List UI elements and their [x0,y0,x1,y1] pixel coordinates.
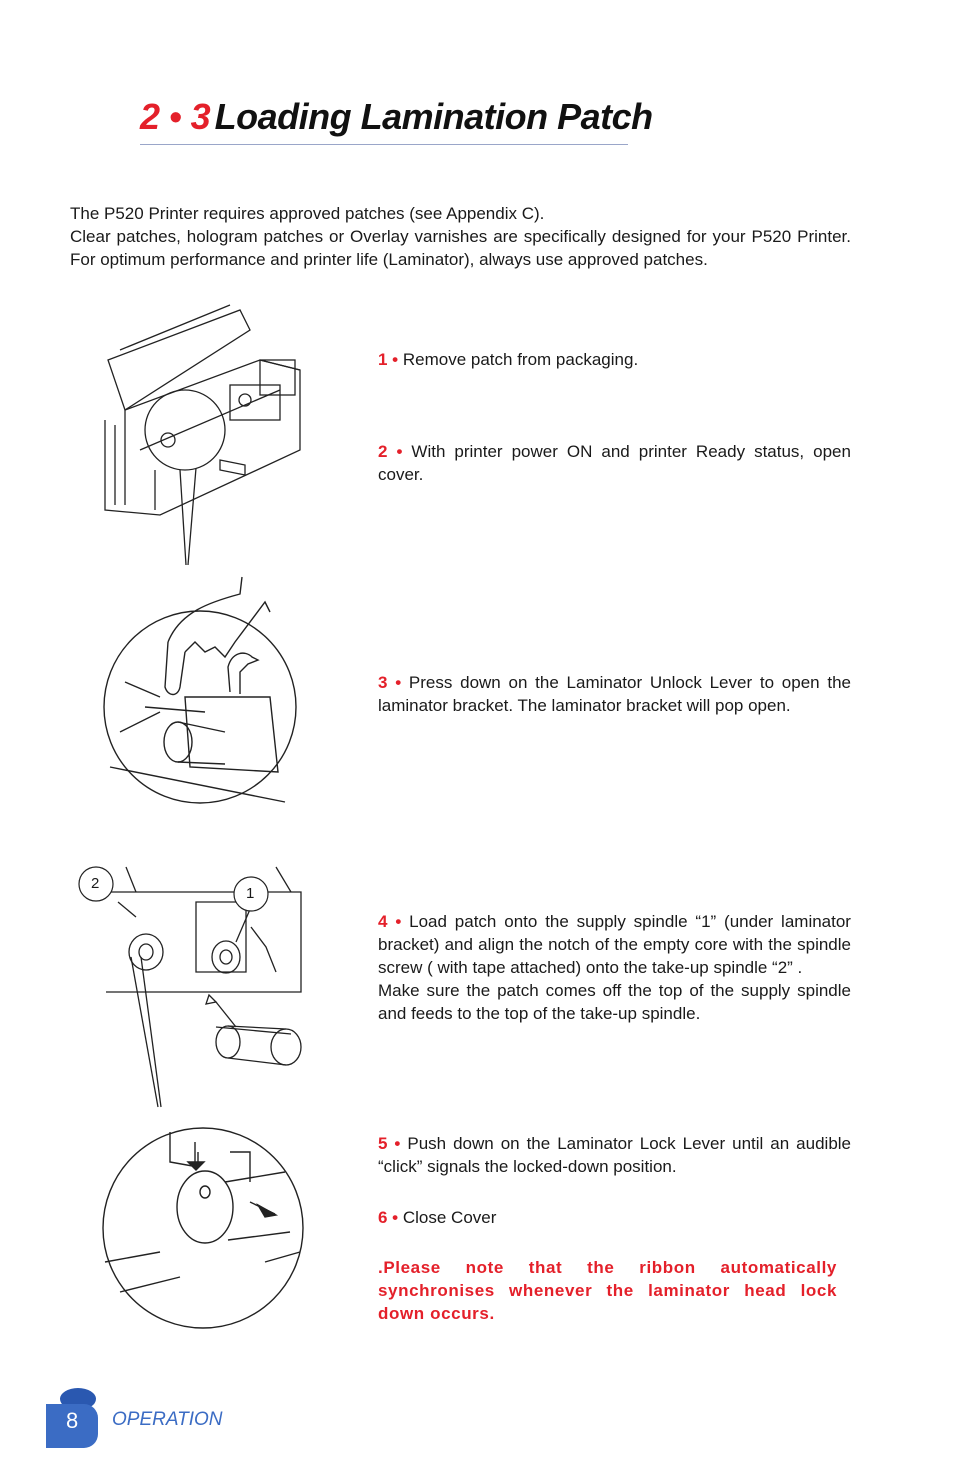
intro-line-2: Clear patches, hologram patches or Overlay varnishes are specifically designed for your P520 Printer. For optimum performance and printer life (Laminator), always use approved patches. [70,227,851,269]
step-number: 4 • [378,912,402,931]
step-number: 1 • [378,350,399,369]
sync-note: .Please note that the ribbon automatically synchronises whenever the laminator head lock down occurs. [378,1258,837,1323]
lock-lever-illustration [100,1112,310,1347]
printer-open-cover-illustration [100,300,330,580]
page-number: 8 [66,1408,79,1433]
step-6 [378,1206,851,1229]
step-number: 2 • [378,442,403,461]
step-number: 3 • [378,673,402,692]
step-text: Close Cover [402,1208,497,1227]
load-patch-illustration [76,862,306,1112]
step-text-continued: Make sure the patch comes off the top of the supply spindle and feeds to the top of the take-up spindle. [378,981,851,1023]
section-number: 2 • 3 [140,96,211,137]
step-number: 6 • [378,1208,399,1227]
callout-1-label: 1 [246,885,255,902]
intro-line-1: The P520 Printer requires approved patches (see Appendix C). [70,204,545,223]
step-text: Push down on the Laminator Lock Lever until an audible “click” signals the locked-down position. [378,1134,852,1176]
step-text: Load patch onto the supply spindle “1” (under laminator bracket) and align the notch of the empty core with the spindle screw ( with tape attached) onto the take-up spindle “2” . [378,912,851,977]
section-title: Loading Lamination Patch [214,96,653,137]
step-4 [378,910,851,1025]
step-5 [378,1132,851,1178]
step-3 [378,671,851,717]
intro-text [70,202,851,271]
page-title [140,96,653,145]
step-text: With printer power ON and printer Ready status, open cover. [378,442,851,484]
step-text: Press down on the Laminator Unlock Lever to open the laminator bracket. The laminator bracket will pop open. [378,673,851,715]
step-number: 5 • [378,1134,401,1153]
section-label: OPERATION [112,1409,223,1430]
step-1 [378,348,851,371]
step-text: Remove patch from packaging. [402,350,639,369]
unlock-lever-illustration [100,572,305,812]
callout-2-label: 2 [91,875,100,892]
step-2 [378,440,851,486]
